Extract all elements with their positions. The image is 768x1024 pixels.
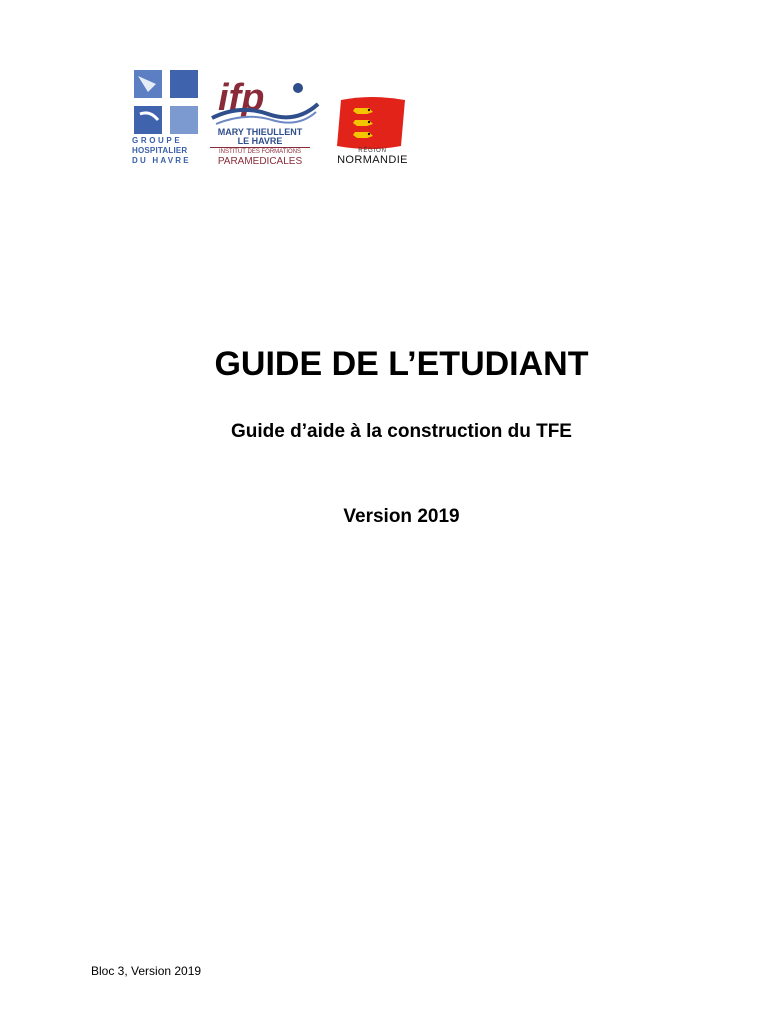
- normandie-flag-icon: [335, 96, 407, 150]
- ifp-caption: [210, 128, 310, 167]
- page-footer: Bloc 3, Version 2019: [91, 964, 202, 978]
- groupe-hospitalier-logo: [132, 70, 202, 174]
- region-label: RÉGION: [358, 148, 387, 154]
- logo-bar: [0, 0, 768, 200]
- ghh-line-1: GROUPE: [132, 136, 183, 145]
- ifp-name-line-2: LE HAVRE: [237, 136, 283, 146]
- page-title: GUIDE DE L’ETUDIANT: [214, 345, 589, 383]
- ifp-wordmark-icon: [210, 74, 320, 130]
- ghh-line-3: DU HAVRE: [132, 156, 191, 165]
- ghh-cross-icon: [134, 70, 198, 134]
- page-subtitle: Guide d’aide à la construction du TFE: [231, 421, 572, 442]
- version-label: Version 2019: [343, 506, 460, 527]
- ifp-logo: [210, 74, 320, 170]
- ifp-name-line-1: MARY THIEULLENT: [217, 127, 303, 137]
- region-normandie-logo: [325, 96, 420, 170]
- ifp-institut: INSTITUT DES FORMATIONS: [210, 147, 310, 156]
- ifp-paramedicales: PARAMEDICALES: [217, 156, 303, 167]
- ghh-wordmark: [132, 136, 202, 166]
- normandie-label: NORMANDIE: [337, 154, 408, 166]
- ifp-mark-text: ifp: [218, 77, 265, 119]
- ghh-line-2: HOSPITALIER: [132, 146, 188, 155]
